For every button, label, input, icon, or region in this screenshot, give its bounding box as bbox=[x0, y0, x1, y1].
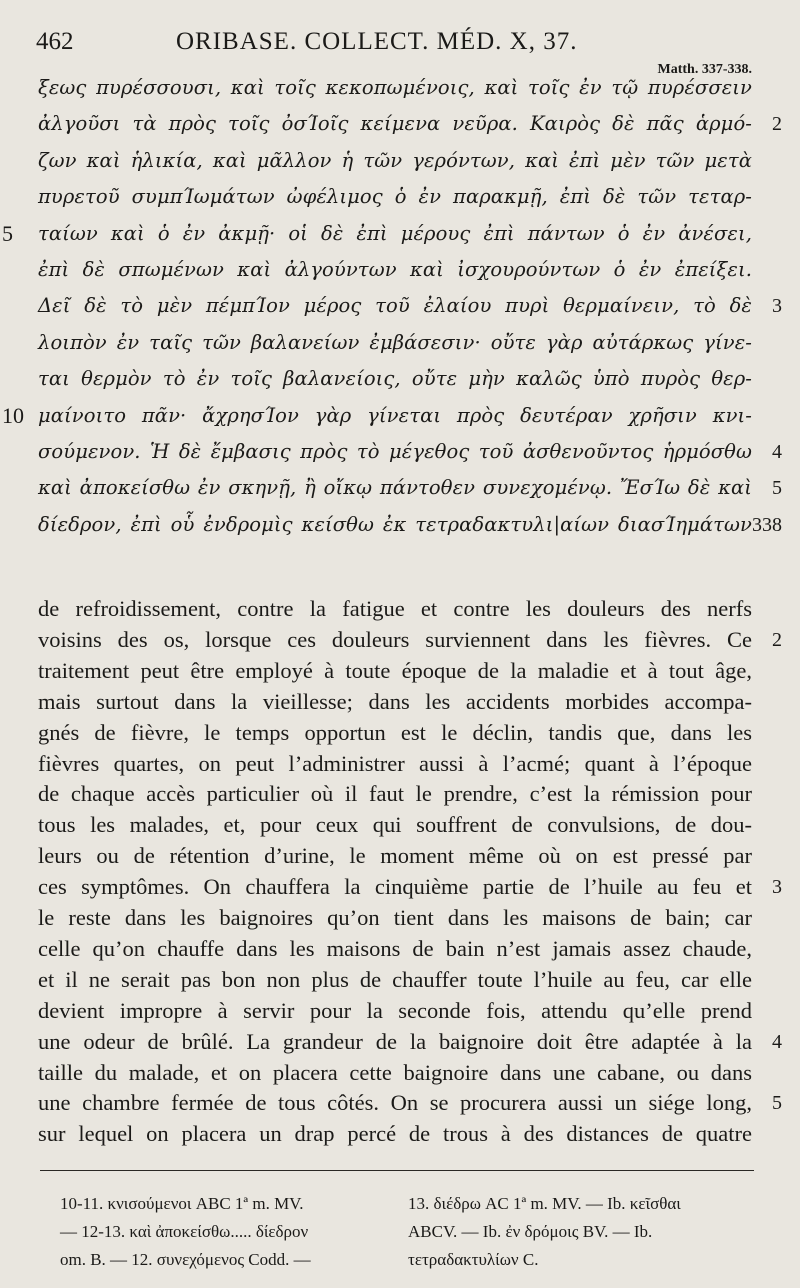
section-number: 3 bbox=[772, 295, 782, 318]
text-line bbox=[0, 965, 800, 996]
line-text: devient impropre à servir pour la seconde fois, attendu qu’elle prend bbox=[38, 997, 752, 1023]
line-number: 10 bbox=[2, 402, 24, 428]
line-text: celle qu’on chauffe dans les maisons de bain n’est jamais assez chaude, bbox=[38, 935, 752, 961]
line-number: 5 bbox=[2, 220, 13, 246]
line-text: tous les malades, et, pour ceux qui souffrent de convulsions, de dou- bbox=[38, 812, 752, 838]
line-text: ξεως πυρέσσουσι, καὶ τοῖς κεκοπωμένοις, καὶ τοῖς ἐν τῷ πυρέσσειν bbox=[38, 76, 752, 99]
section-number: 4 bbox=[772, 441, 782, 463]
line-text: voisins des os, lorsque ces douleurs surviennent dans les fièvres. Ce bbox=[38, 626, 752, 652]
line-text: καὶ ἀποκείσθω ἐν σκηνῇ, ἢ οἴκῳ πάντοθεν συνεχομένῳ. ἜσΊω δὲ καὶ bbox=[38, 476, 752, 500]
line-text: ces symptômes. On chauffera la cinquième partie de l’huile au feu et bbox=[38, 874, 752, 900]
line-text: ἐπὶ δὲ σπωμένων καὶ ἀλγούντων καὶ ἰσχουρούντων ὁ ἐν ἐπείξει. bbox=[38, 258, 752, 281]
section-number: 338 bbox=[752, 513, 782, 536]
line-text: et il ne serait pas bon non plus de chauffer toute l’huile au feu, car elle bbox=[38, 966, 752, 992]
text-line bbox=[0, 687, 800, 718]
line-text: le reste dans les baignoires qu’on tient dans les maisons de bain; car bbox=[38, 905, 752, 930]
text-line bbox=[0, 70, 800, 106]
line-text: traitement peut être employé à toute époque de la maladie et à tout âge, bbox=[38, 657, 752, 683]
notes-right-column bbox=[408, 1190, 760, 1274]
line-text: gnés de fièvre, le temps opportun est le déclin, tandis que, dans les bbox=[38, 719, 752, 745]
text-line bbox=[0, 398, 800, 434]
line-text: σούμενον. Ἡ δὲ ἔμβασις πρὸς τὸ μέγεθος τοῦ ἀσθενοῦντος ἡρμόσθω bbox=[38, 440, 752, 463]
text-line bbox=[0, 252, 800, 288]
text-line bbox=[0, 106, 800, 142]
text-line bbox=[0, 361, 800, 397]
notes-left-column bbox=[60, 1190, 395, 1274]
footnote-line: 13. διέδρω AC 1ª m. MV. — Ib. κεῖσθαι bbox=[408, 1194, 681, 1213]
text-line bbox=[0, 625, 800, 656]
line-text: de refroidissement, contre la fatigue et contre les douleurs des nerfs bbox=[38, 596, 752, 621]
footnote-line: τετραδακτυλίων C. bbox=[408, 1250, 539, 1269]
page-number: 462 bbox=[36, 28, 74, 55]
line-text: leurs ou de rétention d’urine, le moment même où on est pressé par bbox=[38, 843, 752, 869]
line-text: ται θερμὸν τὸ ἐν τοῖς βαλανείοις, οὔτε μὴν καλῶς ὑπὸ πυρὸς θερ- bbox=[38, 367, 752, 391]
section-number: 2 bbox=[772, 113, 782, 136]
footnote-line: 10-11. κνισούμενοι ABC 1ª m. MV. bbox=[60, 1194, 304, 1213]
text-line bbox=[0, 1027, 800, 1058]
matthaei-reference: Matth. 337-338. bbox=[657, 62, 752, 77]
text-line bbox=[0, 594, 800, 625]
line-text: ζων καὶ ἡλικία, καὶ μᾶλλον ἡ τῶν γερόντων, καὶ ἐπὶ μὲν τῶν μετὰ bbox=[38, 148, 752, 172]
line-text: taille du malade, et on placera cette baignoire dans une cabane, ou dans bbox=[38, 1059, 752, 1085]
text-line bbox=[0, 718, 800, 749]
text-line bbox=[0, 470, 800, 506]
line-text: une chambre fermée de tous côtés. On se procurera aussi un siége long, bbox=[38, 1090, 752, 1116]
footnote-rule bbox=[40, 1170, 754, 1171]
text-line bbox=[0, 841, 800, 872]
line-text: ταίων καὶ ὁ ἐν ἀκμῇ· οἱ δὲ ἐπὶ μέρους ἐπὶ πάντων ὁ ἐν ἀνέσει, bbox=[38, 221, 752, 245]
running-title: ORIBASE. COLLECT. MÉD. X, 37. bbox=[176, 28, 578, 55]
line-text: une odeur de brûlé. La grandeur de la baignoire doit être adaptée à la bbox=[38, 1028, 752, 1054]
section-number: 2 bbox=[772, 628, 782, 651]
line-text: fièvres quartes, on peut l’administrer aussi à l’acmé; quant à l’époque bbox=[38, 750, 752, 776]
text-line bbox=[0, 1119, 800, 1150]
section-number: 5 bbox=[772, 1092, 782, 1115]
text-line bbox=[0, 749, 800, 780]
page-header bbox=[36, 28, 756, 64]
text-line bbox=[0, 903, 800, 934]
text-line bbox=[0, 179, 800, 215]
line-text: mais surtout dans la vieillesse; dans les accidents morbides accompa- bbox=[38, 688, 752, 714]
line-text: Δεῖ δὲ τὸ μὲν πέμπΊον μέρος τοῦ ἐλαίου πυρὶ θερμαίνειν, τὸ δὲ bbox=[38, 294, 752, 318]
footnote-line: om. B. — 12. συνεχόμενος Codd. — bbox=[60, 1250, 311, 1269]
text-line bbox=[0, 1058, 800, 1089]
text-line bbox=[0, 810, 800, 841]
text-line bbox=[0, 507, 800, 543]
line-text: sur lequel on placera un drap percé de trous à des distances de quatre bbox=[38, 1121, 752, 1147]
text-line bbox=[0, 934, 800, 965]
line-text: δίεδρον, ἐπὶ οὗ ἐνδρομὶς κείσθω ἐκ τετραδακτυλι|αίων διασΊημάτων bbox=[38, 512, 752, 536]
line-text: πυρετοῦ συμπΊωμάτων ὠφέλιμος ὁ ἐν παρακμῇ, ἐπὶ δὲ τῶν τεταρ- bbox=[38, 185, 752, 209]
text-line bbox=[0, 288, 800, 324]
text-line bbox=[0, 216, 800, 252]
text-line bbox=[0, 872, 800, 903]
line-text: ἀλγοῦσι τὰ πρὸς τοῖς ὀσΊοῖς κείμενα νεῦρα. Καιρὸς δὲ πᾶς ἁρμό- bbox=[38, 112, 752, 136]
footnote-line: ABCV. — Ib. ἐν δρόμοις BV. — Ib. bbox=[408, 1222, 653, 1241]
section-number: 4 bbox=[772, 1030, 782, 1053]
text-line bbox=[0, 779, 800, 810]
text-line bbox=[0, 656, 800, 687]
line-text: μαίνοιτο πᾶν· ἄχρησΊον γὰρ γίνεται πρὸς δευτέραν χρῆσιν κνι- bbox=[38, 403, 752, 427]
line-text: de chaque accès particulier où il faut le prendre, c’est la rémission pour bbox=[38, 781, 752, 807]
text-line bbox=[0, 434, 800, 470]
section-number: 3 bbox=[772, 876, 782, 899]
line-text: λοιπὸν ἐν ταῖς τῶν βαλανείων ἐμβάσεσιν· οὔτε γὰρ αὐτάρκως γίνε- bbox=[38, 330, 752, 354]
section-number: 5 bbox=[772, 477, 782, 500]
text-line bbox=[0, 325, 800, 361]
text-line bbox=[0, 1088, 800, 1119]
text-line bbox=[0, 143, 800, 179]
text-line bbox=[0, 996, 800, 1027]
footnote-line: — 12-13. καὶ ἀποκείσθω..... δίεδρον bbox=[60, 1222, 309, 1241]
